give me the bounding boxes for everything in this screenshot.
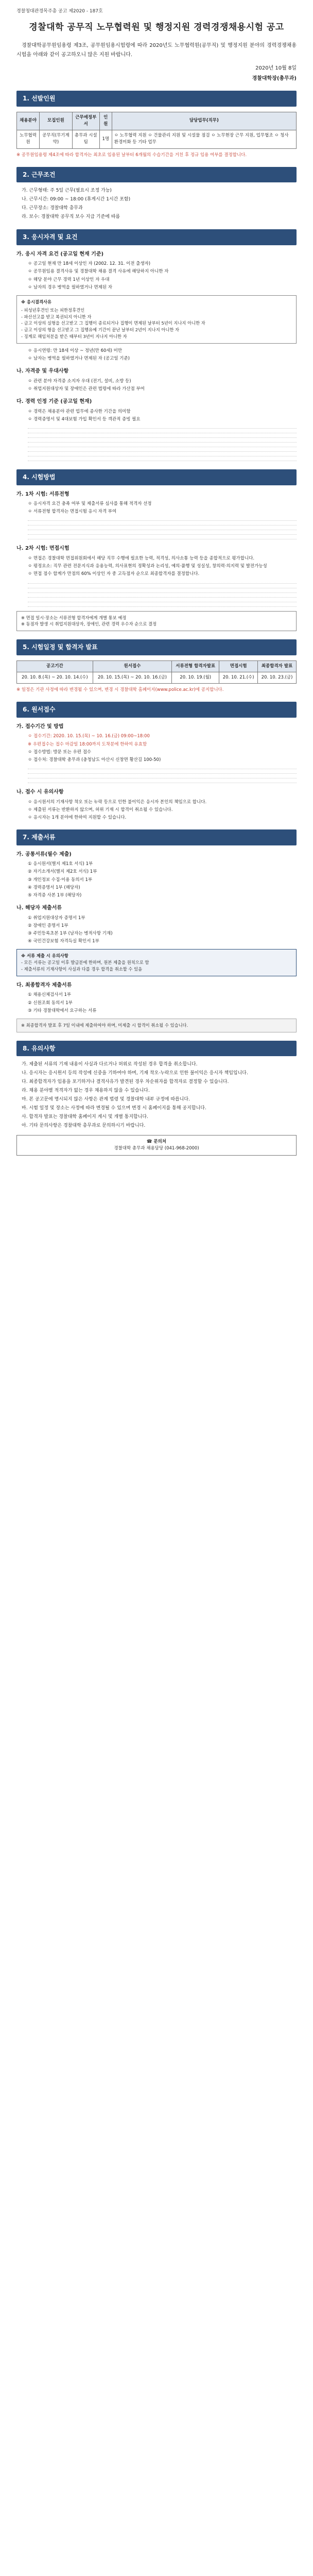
list-item: ㅇ 해당 분야 근무 경력 1년 이상인 자 우대 xyxy=(28,277,110,282)
th-dept: 근무예정부서 xyxy=(72,112,99,130)
text-block xyxy=(28,766,297,783)
list-item: ㅇ 응시원서의 기재사항 착오 또는 누락 등으로 인한 불이익은 응시자 본인의 책임으로 합니다. xyxy=(28,799,207,805)
list-item: ③ 기타 경찰대학에서 요구하는 서류 xyxy=(28,1008,97,1013)
sub-heading: 나. 해당자 제출서류 xyxy=(16,905,62,911)
th-count: 인원 xyxy=(99,112,112,130)
list-item: ① 취업지원대상자 증명서 1부 xyxy=(28,915,85,921)
list-item: - 피성년후견인 또는 피한정후견인 xyxy=(21,307,85,313)
list-item: ㅇ 응시연령: 만 18세 이상 ~ 정년(만 60세) 미만 xyxy=(28,348,123,354)
list-item: ④ 국민건강보험 자격득실 확인서 1부 xyxy=(28,939,99,944)
contact-body: 경찰대학 총무과 채용담당 (041-968-2000) xyxy=(114,1145,199,1151)
list-item: ㅇ 평정요소: 직무 관련 전문지식과 응용능력, 의사표현의 정확성과 논리성, 예의·품행 및 성실성, 창의력·의지력 및 발전가능성 xyxy=(28,564,267,569)
list-item: ㅇ 응시자격 요건 충족 여부 및 제출서류 심사를 통해 적격자 선정 xyxy=(28,501,152,507)
list-item: 다. 근무장소: 경찰대학 총무과 xyxy=(22,206,83,211)
list-item: 가. 제출된 서류의 기재 내용이 사실과 다르거나 허위로 작성된 경우 합격을 취소합니다. xyxy=(22,1062,198,1067)
list-item: - 금고 이상의 실형을 선고받고 그 집행이 종료되거나 집행이 면제된 날부터 5년이 지나지 아니한 자 xyxy=(21,320,205,326)
list-item: 가. 근무형태: 주 5일 근무(필요시 조정 가능) xyxy=(22,188,112,194)
contact-title: ☎ 문의처 xyxy=(146,1139,167,1144)
list-item: ② 장애인 증명서 1부 xyxy=(28,923,68,928)
list-item: 나. 근무시간: 09:00 ~ 18:00 (휴게시간 1시간 포함) xyxy=(22,197,131,202)
section-7-heading: 7. 제출서류 xyxy=(16,829,297,845)
recruit-table xyxy=(16,112,297,149)
sub-heading: 가. 응시 자격 요건 (공고일 현재 기준) xyxy=(16,251,104,257)
list-item: ⑤ 자격증 사본 1부 (해당자) xyxy=(28,892,82,898)
list-item: ② 신원조회 동의서 1부 xyxy=(28,1000,73,1006)
sub-heading: 가. 접수기간 및 방법 xyxy=(16,723,64,730)
list-item: - 금고 이상의 형을 선고받고 그 집행유예 기간이 끝난 날부터 2년이 지나지 아니한 자 xyxy=(21,327,180,333)
list-item: ㅇ 서류전형 합격자는 면접시험 응시 자격 부여 xyxy=(28,509,117,515)
list-item: - 파산선고를 받고 복권되지 아니한 자 xyxy=(21,314,92,319)
section-5-heading: 5. 시험일정 및 합격자 발표 xyxy=(16,639,297,655)
list-item: ㅇ 접수기간: 2020. 10. 15.(목) ~ 10. 16.(금) 09:00~18:00 xyxy=(28,734,150,739)
th-type: 모집인원 xyxy=(40,112,73,130)
list-item: - 모든 서류는 공고일 이후 발급분에 한하며, 원본 제출을 원칙으로 함 xyxy=(21,960,149,965)
list-item: ※ 동점자 발생 시 취업지원대상자, 장애인, 관련 경력 우수자 순으로 결정 xyxy=(21,621,157,627)
document-note-box xyxy=(16,949,297,976)
text-block xyxy=(28,425,297,461)
list-item: ㅇ 공무원임용 결격사유 및 경찰대학 채용 결격 사유에 해당하지 아니한 자 xyxy=(28,269,169,275)
list-item: - 제출서류의 기재사항이 사실과 다를 경우 합격을 취소할 수 있음 xyxy=(21,966,143,972)
box-title: ※ 응시결격사유 xyxy=(21,299,52,304)
section-8-heading: 8. 유의사항 xyxy=(16,1041,297,1057)
notice-number: 경찰청대관경목주총 공고 제2020 - 187호 xyxy=(16,9,103,14)
list-item: 마. 본 공고문에 명시되지 않은 사항은 관계 법령 및 경찰대학 내부 규정에 따릅니다. xyxy=(22,1097,190,1103)
list-item: ④ 경력증명서 1부 (해당자) xyxy=(28,885,80,890)
sub-heading: 나. 자격증 및 우대사항 xyxy=(16,368,69,375)
notice-title: 경찰대학 공무직 노무협력원 및 행정지원 경력경쟁채용시험 공고 xyxy=(29,22,284,32)
sub-heading: 나. 2차 시험: 면접시험 xyxy=(16,546,69,552)
list-item: 라. 채용 분야별 적격자가 없는 경우 채용하지 않을 수 있습니다. xyxy=(22,1088,150,1094)
section-1-heading: 1. 선발인원 xyxy=(16,91,297,107)
list-item: 다. 최종합격자가 임용을 포기하거나 결격사유가 발견된 경우 차순위자를 합격자로 결정할 수 있습니다. xyxy=(22,1079,229,1085)
probation-note: ※ 공무원임용령 제4조에 따라 합격자는 최초로 임용된 날부터 6개월의 수습기간을 거친 후 정규 임용 여부를 결정합니다. xyxy=(16,152,247,158)
sub-heading: 가. 공통서류(필수 제출) xyxy=(16,851,72,857)
list-item: ㅇ 제출된 서류는 반환하지 않으며, 허위 기재 시 합격이 취소될 수 있습니다. xyxy=(28,807,173,812)
sub-heading: 다. 경력 인정 기준 (공고일 현재) xyxy=(16,399,92,405)
list-item: ㅇ 면접은 경찰대학 면접위원회에서 해당 직무 수행에 필요한 능력, 적격성, 의사소통 능력 등을 종합적으로 평가합니다. xyxy=(28,555,255,561)
table-row: 20. 10. 8.(목) ~ 20. 10. 14.(수) 20. 10. 15.(목) ~ 20. 10. 16.(금) 20. 10. 19.(월) 20. 10. 21.(수) 20. 10. 23.(금) xyxy=(17,672,297,683)
section-3-heading: 3. 응시자격 및 요건 xyxy=(16,229,297,245)
sub-heading: 가. 1차 시험: 서류전형 xyxy=(16,491,69,497)
list-item: ㅇ 경력증명서 및 4대보험 가입 확인서 등 객관적 증빙 필요 xyxy=(28,416,141,422)
final-doc-note-box xyxy=(16,1019,297,1032)
list-item: ㅇ 공고일 현재 만 18세 이상인 자 (2002. 12. 31. 이전 출생자) xyxy=(28,261,151,267)
list-item: 아. 기타 문의사항은 경찰대학 총무과로 문의하시기 바랍니다. xyxy=(22,1123,146,1128)
list-item: 라. 보수: 경찰대학 공무직 보수 지급 기준에 따름 xyxy=(22,214,120,220)
list-item: ㅇ 응시자는 1개 분야에 한하여 지원할 수 있습니다. xyxy=(28,815,127,820)
section-2-heading: 2. 근무조건 xyxy=(16,167,297,183)
list-item: ① 응시원서(별지 제1호 서식) 1부 xyxy=(28,861,93,867)
list-item: ㅇ 관련 분야 자격증 소지자 우대 (전기, 설비, 소방 등) xyxy=(28,378,131,384)
list-item: ③ 주민등록초본 1부 (남자는 병적사항 기재) xyxy=(28,930,113,936)
list-item: ㅇ 접수방법: 방문 또는 우편 접수 xyxy=(28,749,92,755)
list-item: 나. 응시자는 응시원서 등의 작성에 신중을 기하여야 하며, 기재 착오·누락으로 인한 불이익은 응시자 책임입니다. xyxy=(22,1071,248,1076)
list-item: ㅇ 취업지원대상자 및 장애인은 관련 법령에 따라 가산점 부여 xyxy=(28,386,145,392)
list-item: ㅇ 남자의 경우 병역을 필하였거나 면제된 자 xyxy=(28,284,113,290)
list-item: ㅇ 남자는 병역을 필하였거나 면제된 자 (공고일 기준) xyxy=(28,356,130,362)
th-duty: 담당업무(직무) xyxy=(112,112,296,130)
list-item: ※ 면접 일시·장소는 서류전형 합격자에게 개별 통보 예정 xyxy=(21,615,127,620)
list-item: 사. 합격자 발표는 경찰대학 홈페이지 게시 및 개별 통지합니다. xyxy=(22,1114,148,1120)
list-item: ※ 우편접수는 접수 마감일 18:00까지 도착분에 한하여 유효함 xyxy=(28,741,147,747)
list-item: - 징계로 해임처분을 받은 때부터 3년이 지나지 아니한 자 xyxy=(21,334,127,340)
section-4-heading: 4. 시험방법 xyxy=(16,469,297,485)
intro-paragraph: 경찰대학공무원임용령 제3조, 공무원임용시험령에 따라 2020년도 노무협력원(공무직) 및 행정지원 분야의 경력경쟁채용시험을 아래와 같이 공고하오니 많은 지원 바랍니다. xyxy=(16,43,297,58)
list-item: 바. 시험 일정 및 장소는 사정에 따라 변경될 수 있으며 변경 시 홈페이지를 통해 공지합니다. xyxy=(22,1106,206,1111)
text-block xyxy=(28,580,297,607)
sub-heading: 다. 최종합격자 제출서류 xyxy=(16,982,72,988)
list-item: ※ 최종합격자 발표 후 7일 이내에 제출하여야 하며, 미제출 시 합격이 취소될 수 있습니다. xyxy=(21,1022,188,1028)
th-field: 채용분야 xyxy=(17,112,40,130)
list-item: ㅇ 면접 점수 합계가 만점의 60% 이상인 자 중 고득점자 순으로 최종합격자를 결정합니다. xyxy=(28,571,200,577)
notice-date: 2020년 10월 8일 xyxy=(255,65,297,72)
list-item: ② 자기소개서(별지 제2호 서식) 1부 xyxy=(28,869,97,875)
text-block xyxy=(28,517,297,539)
list-item: ③ 개인정보 수집·이용 동의서 1부 xyxy=(28,877,93,883)
schedule-note: ※ 일정은 기관 사정에 따라 변경될 수 있으며, 변경 시 경찰대학 홈페이지(www.police.ac.kr)에 공지합니다. xyxy=(16,687,224,693)
contact-box xyxy=(16,1135,297,1156)
list-item: ㅇ 경력은 채용분야 관련 업무에 종사한 기간을 의미함 xyxy=(28,409,131,414)
sub-heading: 나. 접수 시 유의사항 xyxy=(16,789,64,795)
interview-note-box xyxy=(16,611,297,632)
section-6-heading: 6. 원서접수 xyxy=(16,702,297,718)
box-title: ※ 서류 제출 시 유의사항 xyxy=(21,953,68,959)
list-item: ① 채용신체검사서 1부 xyxy=(28,992,72,998)
table-row: 노무협력원 공무직(무기계약) 총무과 시설팀 1명 ㅇ 노무협력 지원 ㅇ 건물관리 지원 및 시설물 점검 ㅇ 노무현장 근무 지원, 업무협조 ㅇ 청사 환경미화 등 기타 업무 xyxy=(17,130,297,148)
schedule-table: 공고기간 원서접수 서류전형 합격자발표 면접시험 최종합격자 발표 20. 10. 8.(목) ~ 20. 10. 14.(수) 20. 10. 15.(목) ~ 20. 10. 16.(금) 20. 10. 19.(월) 20. 10. 21.(수) 20. 10. 23.(금) xyxy=(16,660,297,684)
disqualification-box xyxy=(16,295,297,344)
list-item: ㅇ 접수처: 경찰대학 총무과 (충청남도 아산시 신창면 황산길 100-50) xyxy=(28,757,161,762)
issuer: 경찰대학장(총무과) xyxy=(252,75,297,81)
